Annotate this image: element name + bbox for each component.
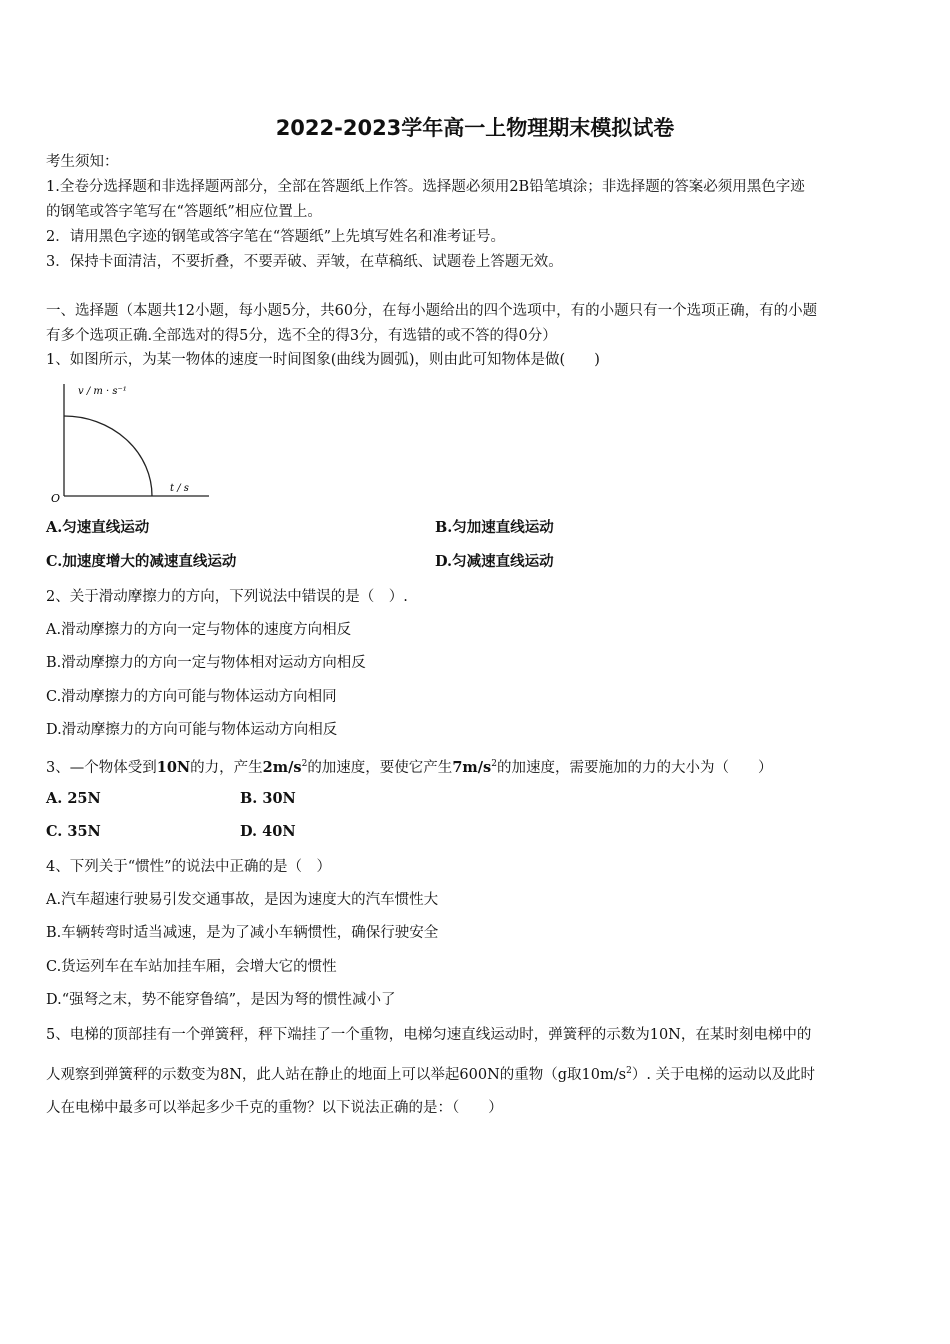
q1-stem: 1、如图所示，为某一物体的速度一时间图象(曲线为圆弧)，则由此可知物体是做( ): [46, 352, 600, 368]
q2-option-b: B.滑动摩擦力的方向一定与物体相对运动方向相反: [46, 655, 366, 671]
section-intro-2: 有多个选项正确.全部选对的得5分，选不全的得3分，有选错的或不答的得0分）: [46, 328, 557, 344]
q4-option-c: C.货运列车在车站加挂车厢，会增大它的惯性: [46, 959, 337, 975]
q4-option-b: B.车辆转弯时适当减速，是为了减小车辆惯性，确保行驶安全: [46, 925, 439, 941]
q4-option-d: D.“强弩之末，势不能穿鲁缟”，是因为弩的惯性减小了: [46, 992, 396, 1008]
graph-origin-label: O: [51, 492, 61, 505]
q2-option-c: C.滑动摩擦力的方向可能与物体运动方向相同: [46, 689, 337, 705]
q1-velocity-time-graph: [44, 378, 219, 506]
exam-title: 2022-2023学年高一上物理期末模拟试卷: [275, 116, 675, 140]
q2-option-a: A.滑动摩擦力的方向一定与物体的速度方向相反: [46, 622, 352, 638]
q2-stem: 2、关于滑动摩擦力的方向，下列说法中错误的是（ ）.: [46, 589, 408, 605]
graph-y-label: v / m · s⁻¹: [78, 386, 127, 397]
q2-option-d: D.滑动摩擦力的方向可能与物体运动方向相反: [46, 722, 338, 738]
q1-option-c: C.加速度增大的减速直线运动: [46, 553, 237, 570]
q4-option-a: A.汽车超速行驶易引发交通事故，是因为速度大的汽车惯性大: [46, 892, 439, 908]
q3-stem: 3、—个物体受到10N的力，产生$2m/s^2$的加速度，要使它产生$7m/s^2$的加速度，需要施加的力的大小为（ ）: [46, 758, 773, 776]
q3-option-c: C. 35N: [46, 823, 101, 840]
q1-option-b: B.匀加速直线运动: [435, 519, 554, 536]
graph-arc-curve: [64, 416, 152, 496]
notice-heading: 考生须知：: [46, 154, 119, 170]
q5-stem-line-1: 5、电梯的顶部挂有一个弹簧秤，秤下端挂了一个重物，电梯匀速直线运动时，弹簧秤的示数为10N，在某时刻电梯中的: [46, 1027, 812, 1043]
notice-item-3: 3．保持卡面清洁，不要折叠，不要弄破、弄皱，在草稿纸、试题卷上答题无效。: [46, 254, 563, 270]
notice-item-2: 2．请用黑色字迹的钢笔或答字笔在“答题纸”上先填写姓名和准考证号。: [46, 229, 506, 245]
notice-item-1-cont: 的钢笔或答字笔写在“答题纸”相应位置上。: [46, 204, 322, 220]
graph-x-label: t / s: [170, 483, 189, 494]
q3-option-b: B. 30N: [240, 790, 296, 807]
q1-option-a: A.匀速直线运动: [46, 519, 150, 536]
q3-option-d: D. 40N: [240, 823, 296, 840]
section-intro-1: 一、选择题（本题共12小题，每小题5分，共60分，在每小题给出的四个选项中，有的小题只有一个选项正确，有的小题: [46, 303, 818, 319]
notice-item-1: 1.全卷分选择题和非选择题两部分，全部在答题纸上作答。选择题必须用2B铅笔填涂；非选择题的答案必须用黑色字迹: [46, 179, 805, 195]
q5-stem-line-2: 人观察到弹簧秤的示数变为8N，此人站在静止的地面上可以举起600N的重物（g取$10m/s^2$）. 关于电梯的运动以及此时: [46, 1066, 816, 1083]
q4-stem: 4、下列关于“惯性”的说法中正确的是（ ）: [46, 859, 332, 875]
q3-option-a: A. 25N: [46, 790, 101, 807]
q1-option-d: D.匀减速直线运动: [435, 553, 554, 570]
q5-stem-line-3: 人在电梯中最多可以举起多少千克的重物？以下说法正确的是：（ ）: [46, 1100, 503, 1116]
